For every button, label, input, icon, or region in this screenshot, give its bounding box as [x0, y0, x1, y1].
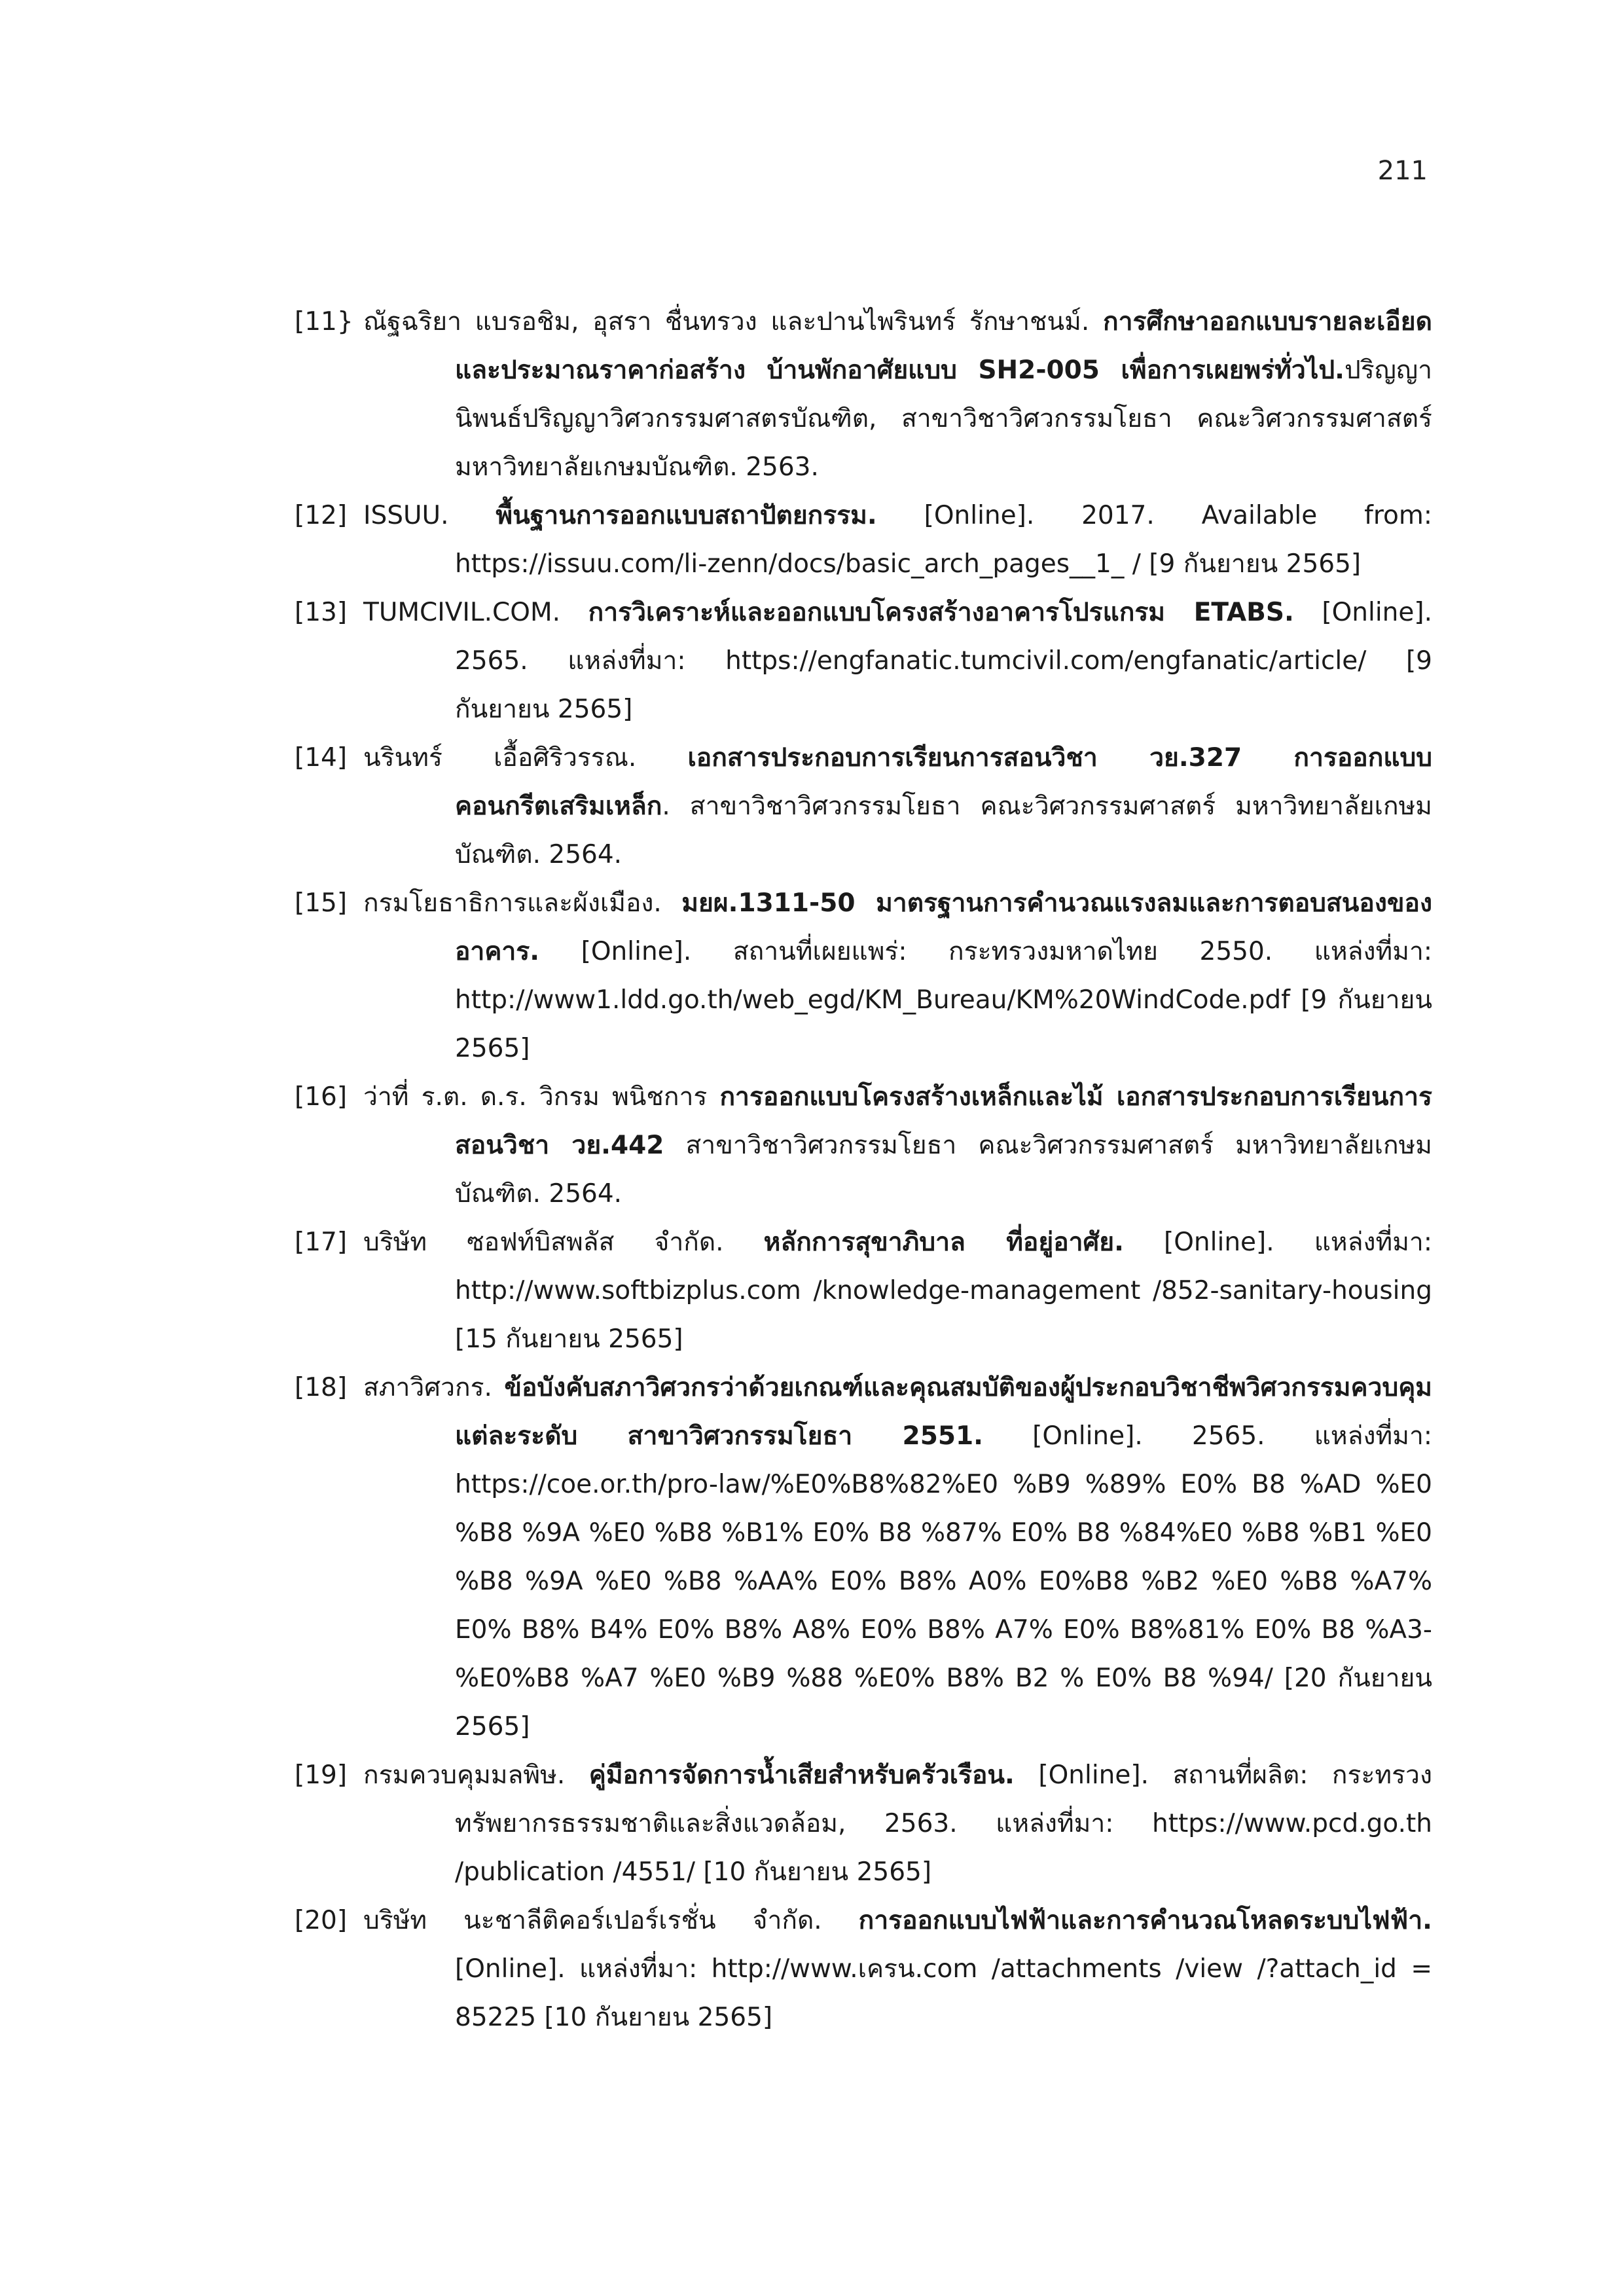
reference-title: การออกแบบไฟฟ้าและการคำนวณโหลดระบบไฟฟ้า.	[858, 1906, 1432, 1935]
reference-authors: นรินทร์ เอื้อศิริวรรณ.	[363, 743, 688, 773]
reference-authors: บริษัท ซอฟท์บิสพลัส จำกัด.	[363, 1228, 764, 1257]
reference-title: พื้นฐานการออกแบบสถาปัตยกรรม.	[496, 501, 877, 530]
reference-text	[363, 1218, 1432, 1364]
reference-item	[295, 1364, 1432, 1751]
reference-details: [Online]. แหล่งที่มา: http://www.เครน.com /attachments /view /?attach_id = 85225 [10 กันยายน 2565]	[455, 1954, 1432, 2032]
reference-title: การออกแบบโครงสร้างเหล็กและไม้ เอกสารประกอบการเรียนการสอนวิชา วย.442	[455, 1082, 1432, 1160]
reference-number: [15]	[295, 888, 348, 918]
reference-number: [12]	[295, 501, 348, 530]
page-number: 211	[1377, 156, 1428, 186]
reference-title: ข้อบังคับสภาวิศวกรว่าด้วยเกณฑ์และคุณสมบัติของผู้ประกอบวิชาชีพวิศวกรรมควบคุมแต่ละระดับ สาขาวิศวกรรมโยธา 2551.	[455, 1373, 1432, 1451]
reference-authors: บริษัท นะชาลีติคอร์เปอร์เรชั่น จำกัด.	[363, 1906, 859, 1935]
reference-authors: ISSUU.	[363, 501, 496, 530]
reference-details: [Online]. แหล่งที่มา: http://www.softbizplus.com /knowledge-management /852-sanitary-housing [15 กันยายน 2565]	[455, 1228, 1432, 1354]
reference-item	[295, 1751, 1432, 1897]
reference-authors: TUMCIVIL.COM.	[363, 598, 588, 627]
reference-details: [Online]. สถานที่เผยแพร่: กระทรวงมหาดไทย 2550. แหล่งที่มา: http://www1.ldd.go.th/web_egd/KM_Bureau/KM%20WindCode.pdf [9 กันยายน 2565]	[455, 937, 1432, 1063]
reference-text	[363, 1897, 1432, 2042]
reference-authors: กรมควบคุมมลพิษ.	[363, 1760, 589, 1790]
reference-number: [13]	[295, 598, 348, 627]
reference-number: [20]	[295, 1906, 348, 1935]
reference-details: [Online]. 2565. แหล่งที่มา: https://coe.or.th/pro-law/%E0%B8%82%E0 %B9 %89% E0% B8 %AD %E0 %B8 %9A %E0 %B8 %B1% E0% B8 %87% E0% B8 %84%E0 %B8 %B1 %E0 %B8 %9A %E0 %B8 %AA% E0% B8% A0% E0%B8 %B2 %E0 %B8 %A7% E0% B8% B4% E0% B8% A8% E0% B8% A7% E0% B8%81% E0% B8 %A3-%E0%B8 %A7 %E0 %B9 %88 %E0% B8% B2 % E0% B8 %94/ [20 กันยายน 2565]	[455, 1421, 1432, 1741]
reference-authors: ว่าที่ ร.ต. ด.ร. วิกรม พนิชการ	[363, 1082, 720, 1112]
reference-details: ปริญญานิพนธ์ปริญญาวิศวกรรมศาสตรบัณฑิต, สาขาวิชาวิศวกรรมโยธา คณะวิศวกรรมศาสตร์ มหาวิทยาลัยเกษมบัณฑิต. 2563.	[455, 355, 1432, 482]
reference-text	[363, 1751, 1432, 1897]
reference-text	[363, 492, 1432, 589]
reference-text	[363, 734, 1432, 879]
reference-title: คู่มือการจัดการน้ำเสียสำหรับครัวเรือน.	[588, 1760, 1015, 1790]
reference-item	[295, 1218, 1432, 1364]
reference-authors: สภาวิศวกร.	[363, 1373, 505, 1402]
reference-item	[295, 879, 1432, 1073]
reference-details: [Online]. 2565. แหล่งที่มา: https://engfanatic.tumcivil.com/engfanatic/article/ [9 กันยายน 2565]	[455, 598, 1432, 724]
reference-title: การศึกษาออกแบบรายละเอียดและประมาณราคาก่อสร้าง บ้านพักอาศัยแบบ SH2-005 เพื่อการเผยพร่ทั่วไป.	[455, 307, 1432, 385]
reference-details: [Online]. สถานที่ผลิต: กระทรวงทรัพยากรธรรมชาติและสิ่งแวดล้อม, 2563. แหล่งที่มา: https://www.pcd.go.th /publication /4551/ [10 กันยายน 2565]	[455, 1760, 1432, 1887]
reference-title: การวิเคราะห์และออกแบบโครงสร้างอาคารโปรแกรม ETABS.	[588, 598, 1294, 627]
reference-title: มยผ.1311-50 มาตรฐานการคำนวณแรงลมและการตอบสนองของอาคาร.	[455, 888, 1432, 966]
reference-number: [18]	[295, 1373, 348, 1402]
reference-details: [Online]. 2017. Available from: https://issuu.com/li-zenn/docs/basic_arch_pages__1_ / [9 กันยายน 2565]	[455, 501, 1432, 579]
reference-text	[363, 1073, 1432, 1218]
reference-item	[295, 1897, 1432, 2042]
reference-authors: ณัฐฉริยา แบรอชิม, อุสรา ชื่นทรวง และปานไพรินทร์ รักษาชนม์.	[363, 307, 1103, 337]
reference-text	[363, 879, 1432, 1073]
reference-number: [19]	[295, 1760, 348, 1790]
reference-list	[295, 298, 1432, 2042]
reference-item	[295, 589, 1432, 734]
reference-number: [17]	[295, 1228, 348, 1257]
reference-title: เอกสารประกอบการเรียนการสอนวิชา วย.327 การออกแบบคอนกรีตเสริมเหล็ก	[455, 743, 1432, 821]
reference-text	[363, 1364, 1432, 1751]
reference-item	[295, 734, 1432, 879]
reference-item	[295, 492, 1432, 589]
reference-authors: กรมโยธาธิการและผังเมือง.	[363, 888, 682, 918]
reference-text	[363, 298, 1432, 492]
reference-title: หลักการสุขาภิบาล ที่อยู่อาศัย.	[763, 1228, 1124, 1257]
reference-item	[295, 298, 1432, 492]
reference-item	[295, 1073, 1432, 1218]
reference-text	[363, 589, 1432, 734]
reference-number: [14]	[295, 743, 348, 773]
reference-number: [16]	[295, 1082, 348, 1112]
reference-number: [11}	[295, 307, 353, 337]
reference-details: สาขาวิชาวิศวกรรมโยธา คณะวิศวกรรมศาสตร์ มหาวิทยาลัยเกษมบัณฑิต. 2564.	[455, 1131, 1432, 1209]
reference-details: . สาขาวิชาวิศวกรรมโยธา คณะวิศวกรรมศาสตร์ มหาวิทยาลัยเกษมบัณฑิต. 2564.	[455, 792, 1432, 869]
